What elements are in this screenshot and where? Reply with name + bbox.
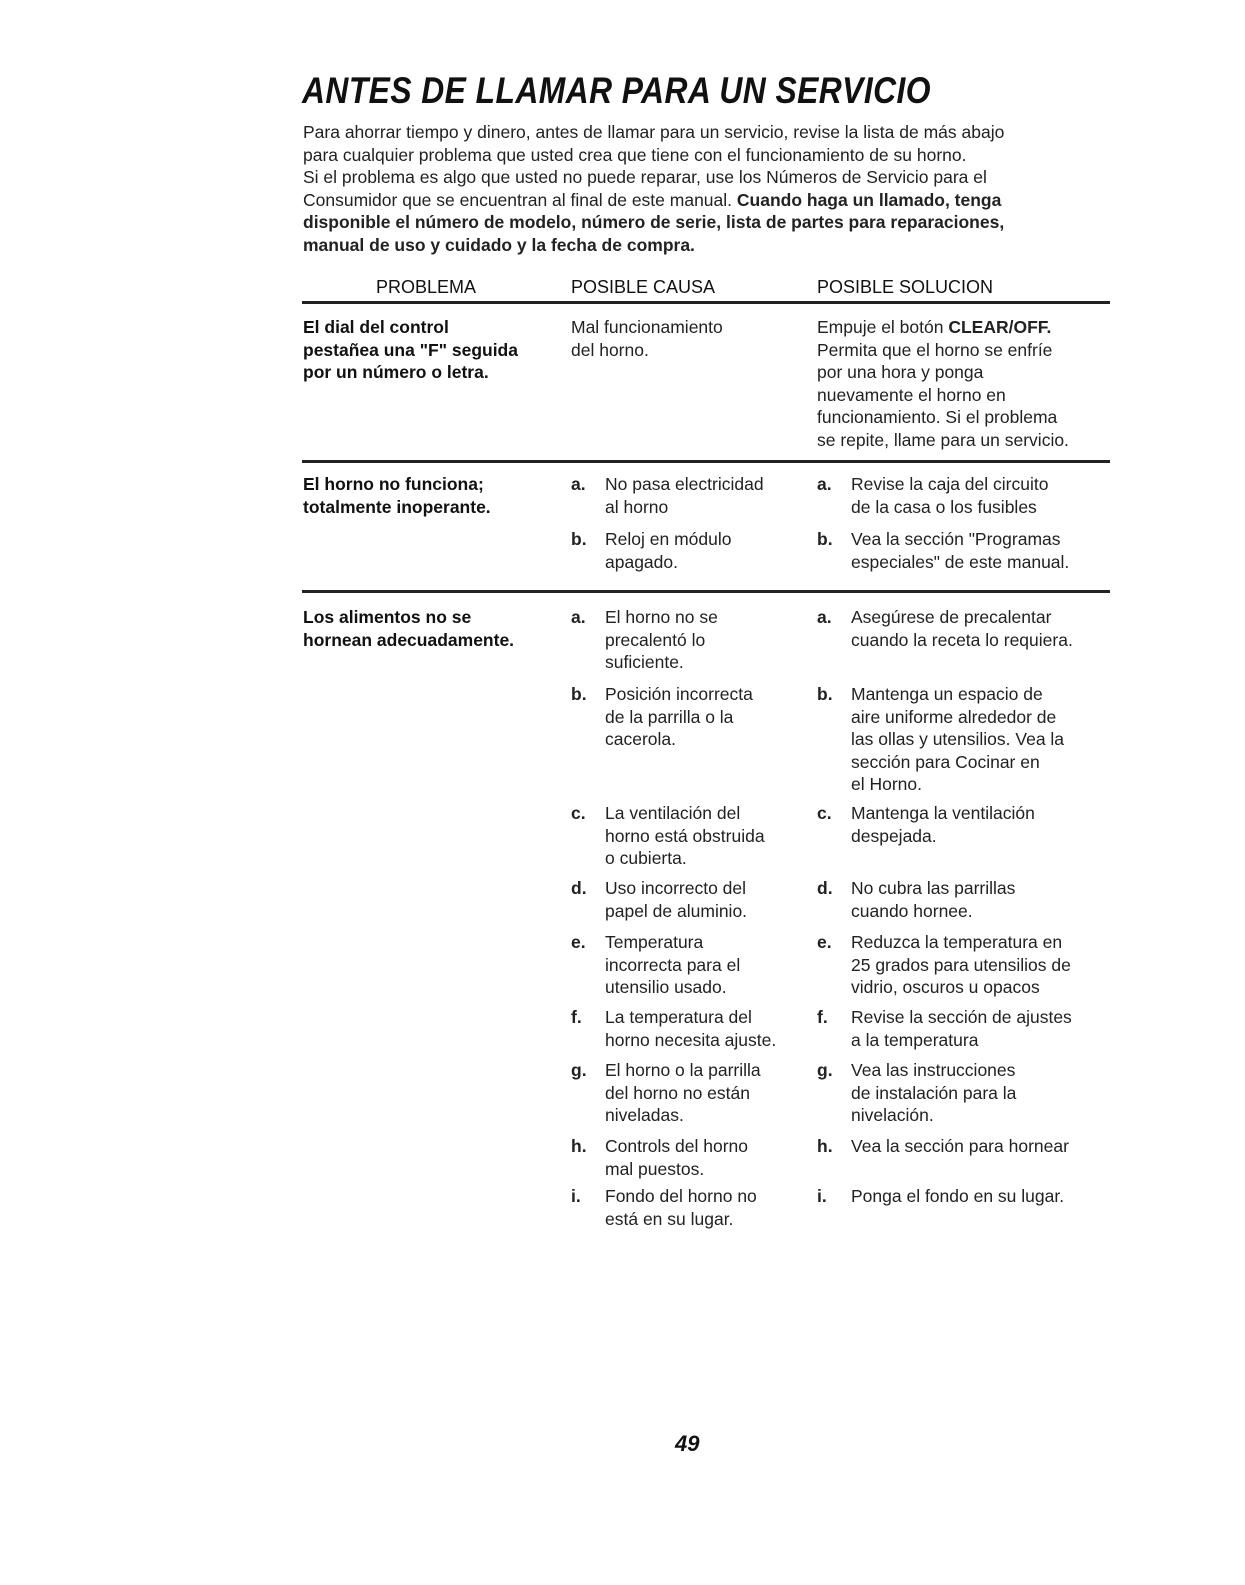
item-letter: i. — [571, 1186, 581, 1206]
intro-emphasis: disponible el número de modelo, número de serie, lista de partes para reparaciones, — [303, 212, 1005, 233]
header-problem: PROBLEMA — [376, 277, 477, 297]
item-letter: a. — [571, 607, 586, 627]
item-letter: b. — [571, 684, 587, 704]
item-text — [605, 683, 753, 751]
item-letter: d. — [817, 878, 833, 898]
intro-emphasis: manual de uso y cuidado y la fecha de compra. — [303, 234, 695, 255]
intro-line — [303, 189, 1103, 212]
item-line: del horno no están — [605, 1082, 750, 1103]
problem-line: El horno no funciona; — [303, 474, 484, 494]
item-line: a la temperatura — [851, 1029, 979, 1050]
item-line: utensilio usado. — [605, 977, 727, 998]
problem-line: totalmente inoperante. — [303, 496, 491, 517]
item-line: Vea la sección "Programas — [851, 529, 1061, 549]
item-line: Mantenga un espacio de — [851, 684, 1043, 704]
item-text — [605, 802, 765, 870]
item-line: las ollas y utensilios. Vea la — [851, 729, 1065, 750]
item-line: de la parrilla o la — [605, 706, 734, 727]
item-line: Vea las instrucciones — [851, 1060, 1016, 1080]
solution-line: funcionamiento. Si el problema — [817, 407, 1058, 428]
item-line: precalentó lo — [605, 629, 706, 650]
item-letter: a. — [571, 474, 586, 494]
item-letter: c. — [817, 803, 832, 823]
problem-line: El dial del control — [303, 317, 449, 337]
item-line: suficiente. — [605, 652, 684, 673]
item-letter: h. — [571, 1136, 587, 1156]
item-text — [605, 606, 718, 674]
item-line: Posición incorrecta — [605, 684, 753, 704]
item-line: incorrecta para el — [605, 954, 741, 975]
item-line: cuando hornee. — [851, 900, 973, 921]
header-solution: POSIBLE SOLUCION — [817, 277, 994, 297]
item-line: de instalación para la — [851, 1082, 1017, 1103]
cause-line: Mal funcionamiento — [571, 317, 723, 337]
item-line: No pasa electricidad — [605, 474, 764, 494]
item-letter: b. — [817, 529, 833, 549]
solution-line: por una hora y ponga — [817, 362, 984, 383]
item-line: Uso incorrecto del — [605, 878, 747, 898]
intro-paragraph — [303, 121, 1103, 257]
item-line: mal puestos. — [605, 1158, 705, 1179]
intro-line: Para ahorrar tiempo y dinero, antes de llamar para un servicio, revise la lista de más abajo — [303, 122, 1005, 142]
solution-line: se repite, llame para un servicio. — [817, 429, 1069, 450]
table-divider — [302, 301, 1110, 304]
item-text — [851, 1135, 1069, 1158]
item-line: despejada. — [851, 825, 937, 846]
item-letter: f. — [571, 1007, 582, 1027]
cause-line: del horno. — [571, 339, 649, 360]
item-line: aire uniforme alrededor de — [851, 706, 1057, 727]
item-text — [851, 683, 1064, 796]
header-cause: POSIBLE CAUSA — [571, 277, 716, 297]
item-letter: g. — [817, 1060, 833, 1080]
item-line: el Horno. — [851, 774, 923, 795]
item-text — [851, 528, 1069, 573]
item-line: No cubra las parrillas — [851, 878, 1016, 898]
item-text — [851, 802, 1035, 847]
item-line: nivelación. — [851, 1105, 934, 1126]
item-line: Vea la sección para hornear — [851, 1136, 1069, 1156]
item-letter: i. — [817, 1186, 827, 1206]
item-text — [605, 1006, 776, 1051]
item-line: cacerola. — [605, 729, 677, 750]
item-text — [605, 473, 764, 518]
item-line: Mantenga la ventilación — [851, 803, 1035, 823]
item-letter: a. — [817, 474, 832, 494]
page-number: 49 — [675, 1431, 700, 1456]
item-text — [605, 931, 740, 999]
item-line: sección para Cocinar en — [851, 751, 1040, 772]
table-divider — [302, 590, 1110, 593]
item-line: Fondo del horno no — [605, 1186, 757, 1206]
problem-line: pestañea una "F" seguida — [303, 339, 518, 360]
item-text — [851, 931, 1071, 999]
item-line: Revise la caja del circuito — [851, 474, 1049, 494]
item-line: Reloj en módulo — [605, 529, 732, 549]
item-line: papel de aluminio. — [605, 900, 748, 921]
item-line: El horno no se — [605, 607, 718, 627]
intro-text: Consumidor que se encuentran al final de este manual. — [303, 189, 733, 210]
table-divider — [302, 460, 1110, 463]
item-text — [851, 1059, 1016, 1127]
item-line: apagado. — [605, 551, 678, 572]
item-letter: a. — [817, 607, 832, 627]
intro-emphasis: Cuando haga un llamado, tenga — [736, 189, 1002, 210]
item-text — [605, 1135, 748, 1180]
item-text — [851, 1185, 1064, 1208]
item-letter: b. — [571, 529, 587, 549]
item-line: La ventilación del — [605, 803, 741, 823]
item-letter: f. — [817, 1007, 828, 1027]
item-line: Ponga el fondo en su lugar. — [851, 1186, 1065, 1206]
solution-line: nuevamente el horno en — [817, 384, 1006, 405]
item-letter: g. — [571, 1060, 587, 1080]
item-line: vidrio, oscuros u opacos — [851, 977, 1040, 998]
page-title: ANTES DE LLAMAR PARA UN SERVICIO — [302, 70, 931, 111]
item-line: horno está obstruida — [605, 825, 765, 846]
cause-cell — [571, 316, 723, 361]
solution-text: Empuje el botón — [817, 317, 949, 337]
item-letter: c. — [571, 803, 586, 823]
item-line: especiales" de este manual. — [851, 551, 1070, 572]
item-text — [605, 528, 731, 573]
item-line: 25 grados para utensilios de — [851, 954, 1071, 975]
solution-line — [817, 316, 1069, 339]
item-text — [851, 1006, 1072, 1051]
item-text — [851, 606, 1073, 651]
problem-cell — [303, 316, 518, 384]
item-line: al horno — [605, 496, 669, 517]
problem-cell — [303, 606, 514, 651]
solution-line: Permita que el horno se enfríe — [817, 339, 1053, 360]
item-line: Asegúrese de precalentar — [851, 607, 1052, 627]
item-line: horno necesita ajuste. — [605, 1029, 777, 1050]
solution-cell — [817, 316, 1069, 452]
item-letter: h. — [817, 1136, 833, 1156]
item-text — [851, 877, 1015, 922]
problem-cell — [303, 473, 491, 518]
problem-line: por un número o letra. — [303, 362, 489, 383]
intro-line: para cualquier problema que usted crea que tiene con el funcionamiento de su horno. — [303, 144, 967, 165]
item-line: Reduzca la temperatura en — [851, 932, 1063, 952]
item-text — [605, 877, 747, 922]
item-letter: e. — [817, 932, 832, 952]
item-line: El horno o la parrilla — [605, 1060, 761, 1080]
problem-line: Los alimentos no se — [303, 607, 472, 627]
item-letter: b. — [817, 684, 833, 704]
item-letter: d. — [571, 878, 587, 898]
item-line: Temperatura — [605, 932, 704, 952]
item-line: de la casa o los fusibles — [851, 496, 1037, 517]
clear-off-key-label: CLEAR/OFF. — [948, 317, 1052, 337]
item-line: está en su lugar. — [605, 1208, 734, 1229]
item-text — [605, 1059, 761, 1127]
item-line: cuando la receta lo requiera. — [851, 629, 1073, 650]
item-text — [851, 473, 1048, 518]
item-line: Controls del horno — [605, 1136, 748, 1156]
item-line: Revise la sección de ajustes — [851, 1007, 1072, 1027]
problem-line: hornean adecuadamente. — [303, 629, 515, 650]
item-line: niveladas. — [605, 1105, 684, 1126]
item-line: La temperatura del — [605, 1007, 752, 1027]
item-text — [605, 1185, 757, 1230]
intro-line: Si el problema es algo que usted no puede reparar, use los Números de Servicio para el — [303, 167, 987, 188]
item-letter: e. — [571, 932, 586, 952]
item-line: o cubierta. — [605, 848, 687, 869]
